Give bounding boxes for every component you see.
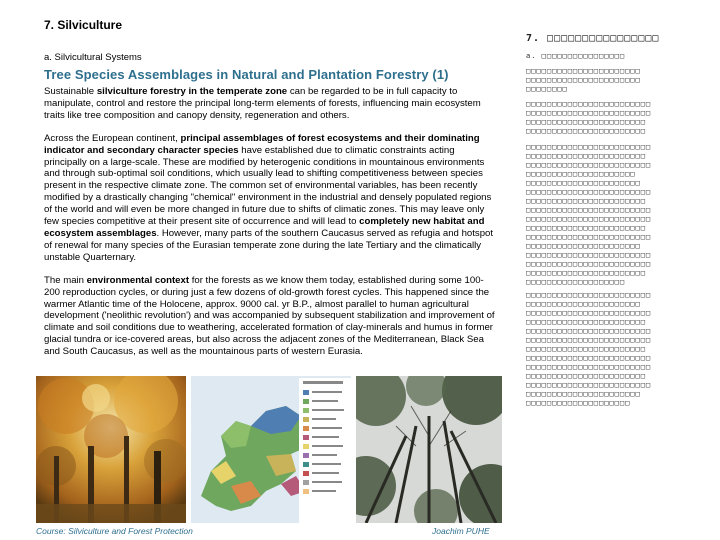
translated-line: □□□□□□□□□□□□□□□□□□□□□□ (526, 243, 641, 250)
bold-phrase: environmental context (86, 274, 190, 286)
translated-line: □□□□□□□□□□□□□□□□□□□□□□□□ (526, 337, 652, 344)
canopy-photo (356, 376, 502, 523)
translated-line: □□□□□□□□□□□□□□□□□□□□□□□□ (526, 328, 652, 335)
translated-paragraph-2 (526, 144, 716, 288)
translated-line: □□□□□□□□□□□□□□□□□□□□□□ (526, 391, 641, 398)
translated-line: □□□□□□□□□□□□□□□□□□□□□□□ (526, 128, 646, 135)
translated-line: □□□□□□□□□□□□□□□□□□□□□□ (526, 301, 641, 308)
translated-line: □□□□□□□□□□□□□□□□□□□□□□□ (526, 153, 646, 160)
author-footer: Joachim PUHE (432, 526, 490, 536)
bold-phrase: principal assemblages of forest ecosystems and their dominating indicator and secondary character species (44, 132, 480, 156)
translated-line: □□□□□□□□ (526, 86, 568, 93)
paragraph-1 (44, 86, 496, 122)
text-run: Sustainable (44, 86, 97, 97)
course-footer: Course: Silviculture and Forest Protection (36, 526, 193, 536)
translated-line: □□□□□□□□□□□□□□□□□□□ (526, 279, 626, 286)
text-run: . However, many parts of the southern Caucasus served as refugia and hotspot of renewal for many species of the Eurasian temperate zone during the late Tertiary and the climatically unstable Quarternary. (44, 227, 494, 263)
body-text (44, 86, 496, 369)
translated-line: □□□□□□□□□□□□□□□□□□□□ (526, 400, 631, 407)
translated-line: □□□□□□□□□□□□□□□□□□□□□□□ (526, 346, 646, 353)
section-heading: a. Silvicultural Systems (44, 52, 142, 63)
translated-line: □□□□□□□□□□□□□□□□□□□□□□ (526, 68, 641, 75)
translated-line: □□□□□□□□□□□□□□□□□□□□□□□□ (526, 189, 652, 196)
paragraph-3 (44, 275, 496, 358)
translated-line: □□□□□□□□□□□□□□□□□□□□□ (526, 171, 636, 178)
text-run: Across the European continent, (44, 132, 181, 144)
translated-line: □□□□□□□□□□□□□□□□□□□□□□□□ (526, 144, 652, 151)
slide-title: Tree Species Assemblages in Natural and Plantation Forestry (1) (44, 67, 449, 82)
translated-line: □□□□□□□□□□□□□□□□□□□□□□□□ (526, 382, 652, 389)
translated-line: □□□□□□□□□□□□□□□□□□□□□□□□ (526, 364, 652, 371)
translated-line: □□□□□□□□□□□□□□□□□□□□□□□□ (526, 162, 652, 169)
chapter-heading: 7. Silviculture (44, 18, 123, 32)
translated-line: □□□□□□□□□□□□□□□□□□□□□□□□ (526, 110, 652, 117)
translated-line: □□□□□□□□□□□□□□□□□□□□□□□□ (526, 207, 652, 214)
europe-vegetation-map (191, 376, 351, 523)
translated-line: □□□□□□□□□□□□□□□□□□□□□□□□ (526, 292, 652, 299)
translated-line: □□□□□□□□□□□□□□□□□□□□□□□□ (526, 310, 652, 317)
translated-chapter: 7. □□□□□□□□□□□□□□□□ (526, 34, 660, 44)
text-run: have established due to climatic constraints acting principally on a large-scale. These are modified by heterogenic conditions in mountainous environments and through sub-optimal soil conditions, which usually lead to shifting competitiveness between species present in the respective climate zone. The common set of environmental variables, has been recently modified by a drastically changing "chemical" environment in the industrial and densely populated regions of the world and will even be more changed in future due to shifts of climatic zones. This may leave only few species competitive at their present site of occurrence and will lead to (44, 144, 492, 228)
translated-line: □□□□□□□□□□□□□□□□□□□□□□□ (526, 270, 646, 277)
text-run: can be regarded to be in full capacity to manipulate, control and restore the principal long-term elements of forests, influencing main ecosystem traits like tree composition and canopy density, regeneration and others. (44, 86, 481, 121)
text-run: The main (44, 274, 87, 286)
translated-line: □□□□□□□□□□□□□□□□□□□□□□□ (526, 373, 646, 380)
text-run: for the forests as we know them today, established during some 100-200 reproduction cycles, or during just a few dozens of old-growth forest cycles. This happened since the warmer Atlantic time of the Holocene, approx. 9000 cal. yr B.P., almost parallel to human agricultural development ('neolithic revolution') and was accompanied by subsequent stabilization and improvement of climate and soil conditions due to weathering, accelerated formation of clay-minerals and humus in former glacial tundra or ice-covered areas, but also across the adjacent zones of the Mediterranean, Black Sea and South Caucasus, as well as the mountainous parts of western Eurasia. (44, 274, 495, 358)
translated-line: □□□□□□□□□□□□□□□□□□□□□□□ (526, 319, 646, 326)
autumn-forest-photo (36, 376, 186, 523)
translated-line: □□□□□□□□□□□□□□□□□□□□□□□ (526, 198, 646, 205)
bold-phrase: silviculture forestry in the temperate zone (96, 86, 288, 97)
translated-line: □□□□□□□□□□□□□□□□□□□□□□□□ (526, 261, 652, 268)
translated-line: □□□□□□□□□□□□□□□□□□□□□□ (526, 180, 641, 187)
translated-line: □□□□□□□□□□□□□□□□□□□□□□□ (526, 225, 646, 232)
photo-strip (36, 376, 502, 523)
translated-line: □□□□□□□□□□□□□□□□□□□□□□□□ (526, 355, 652, 362)
translated-paragraph-3 (526, 292, 716, 409)
translated-line: □□□□□□□□□□□□□□□□□□□□□□ (526, 77, 641, 84)
translated-line: □□□□□□□□□□□□□□□□□□□□□□□□ (526, 252, 652, 259)
translated-section: a. □□□□□□□□□□□□□□□□ (526, 53, 626, 60)
translated-title (526, 68, 716, 95)
translated-line: □□□□□□□□□□□□□□□□□□□□□□□ (526, 119, 646, 126)
translated-line: □□□□□□□□□□□□□□□□□□□□□□□□ (526, 216, 652, 223)
bold-phrase: completely new habitat and ecosystem assemblages (44, 216, 485, 239)
translated-line: □□□□□□□□□□□□□□□□□□□□□□□□ (526, 101, 652, 108)
translated-paragraph-1 (526, 101, 716, 137)
paragraph-2 (44, 133, 496, 264)
translated-line: □□□□□□□□□□□□□□□□□□□□□□□□ (526, 234, 652, 241)
